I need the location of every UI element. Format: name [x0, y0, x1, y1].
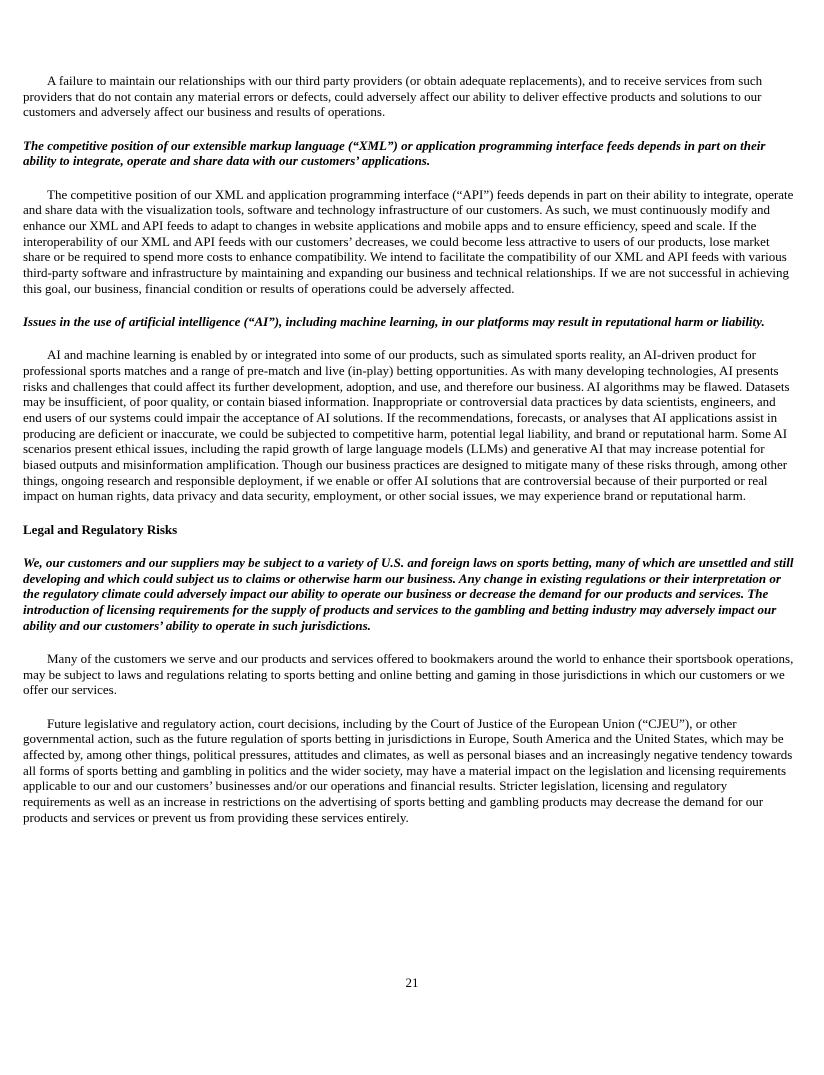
risk-factor-heading-xml-api: The competitive position of our extensible markup language (“XML”) or application programming interface feeds depends in part on their ability to integrate, operate and share data with our customers’ applications.	[23, 137, 766, 169]
body-paragraph-third-party-providers: A failure to maintain our relationships with our third party providers (or obtain adequate replacements), and to receive services from such providers that do not contain any material errors or defects, could adversely affect our ability to deliver effective products and solutions to our customers and adversely affect our business and results of operations.	[23, 73, 763, 120]
body-paragraph-ai: AI and machine learning is enabled by or integrated into some of our products, such as simulated sports reality, an AI-driven product for professional sports matches and a range of pre-match and live (in-play) betting opportunities. As with many developing technologies, AI presents risks and challenges that could affect its further development, adoption, and use, and therefore our business. AI algorithms may be flawed. Datasets may be insufficient, of poor quality, or contain biased information. Inappropriate or controversial data practices by data scientists, engineers, and end users of our systems could impair the acceptance of AI solutions. If the recommendations, forecasts, or analyses that AI applications assist in producing are deficient or inaccurate, we could be subjected to competitive harm, potential legal liability, and brand or reputational harm. Some AI scenarios present ethical issues, including the rapid growth of large language models (LLMs) and generative AI that may increase potential for biased outputs and misinformation amplification. Though our business practices are designed to mitigate many of these risks through, among other things, ongoing research and responsible deployment, if we enable or offer AI solutions that are controversial because of their purported or real impact on human rights, data privacy and data security, employment, or other social issues, we may experience brand or reputational harm.	[23, 347, 790, 504]
body-paragraph-future-legislation: Future legislative and regulatory action, court decisions, including by the Court of Justice of the European Union (“CJEU”), or other governmental action, such as the future regulation of sports betting in jurisdictions in Europe, South America and the United States, which may be affected by, among other things, political pressures, attitudes and climates, as well as personal biases and an increasingly negative tendency towards all forms of sports betting and gambling in politics and the wider society, may have a material impact on the legislation and licensing requirements applicable to our and our customers’ businesses and/or our operations and financial results. Stricter legislation, licensing and regulatory requirements as well as an increase in restrictions on the advertising of sports betting and gambling products may decrease the demand for our products and services or prevent us from providing these services entirely.	[23, 715, 793, 825]
risk-factor-heading-ai: Issues in the use of artificial intelligence (“AI”), including machine learning, in our platforms may result in reputational harm or liability.	[23, 313, 765, 329]
body-paragraph-bookmaker-customers: Many of the customers we serve and our products and services offered to bookmakers around the world to enhance their sportsbook operations, may be subject to laws and regulations relating to sports betting and online betting and gaming in those jurisdictions in which our customers or we offer our services.	[23, 650, 794, 698]
risk-factor-heading-sports-betting-laws: We, our customers and our suppliers may be subject to a variety of U.S. and foreign laws on sports betting, many of which are unsettled and still developing and which could subject us to claims or otherwise harm our business. Any change in existing regulations or their interpretation or the regulatory climate could adversely impact our ability to operate our business or decrease the demand for our products and services. The introduction of licensing requirements for the supply of products and services to the gambling and betting industry may adversely impact our ability and our customers’ ability to operate in such jurisdictions.	[23, 554, 794, 633]
page-number: 21	[405, 975, 419, 990]
section-heading-legal-regulatory-risks: Legal and Regulatory Risks	[23, 521, 178, 537]
body-paragraph-xml-api: The competitive position of our XML and application programming interface (“API”) feeds depends in part on their ability to integrate, operate and share data with the visualization tools, software and technology infrastructure of our customers. As such, we must continuously modify and enhance our XML and API feeds to adapt to changes in website applications and mobile apps and to ensure efficiency, speed and scale. If the interoperability of our XML and API feeds with our customers’ decreases, we could become less attractive to users of our products, lose market share or be required to spend more costs to enhance compatibility. We intend to facilitate the compatibility of our XML and API feeds with various third-party software and infrastructure by maintaining and expanding our business and technical relationships. If we are not successful in achieving this goal, our business, financial condition or results of operations could be adversely affected.	[23, 186, 794, 296]
